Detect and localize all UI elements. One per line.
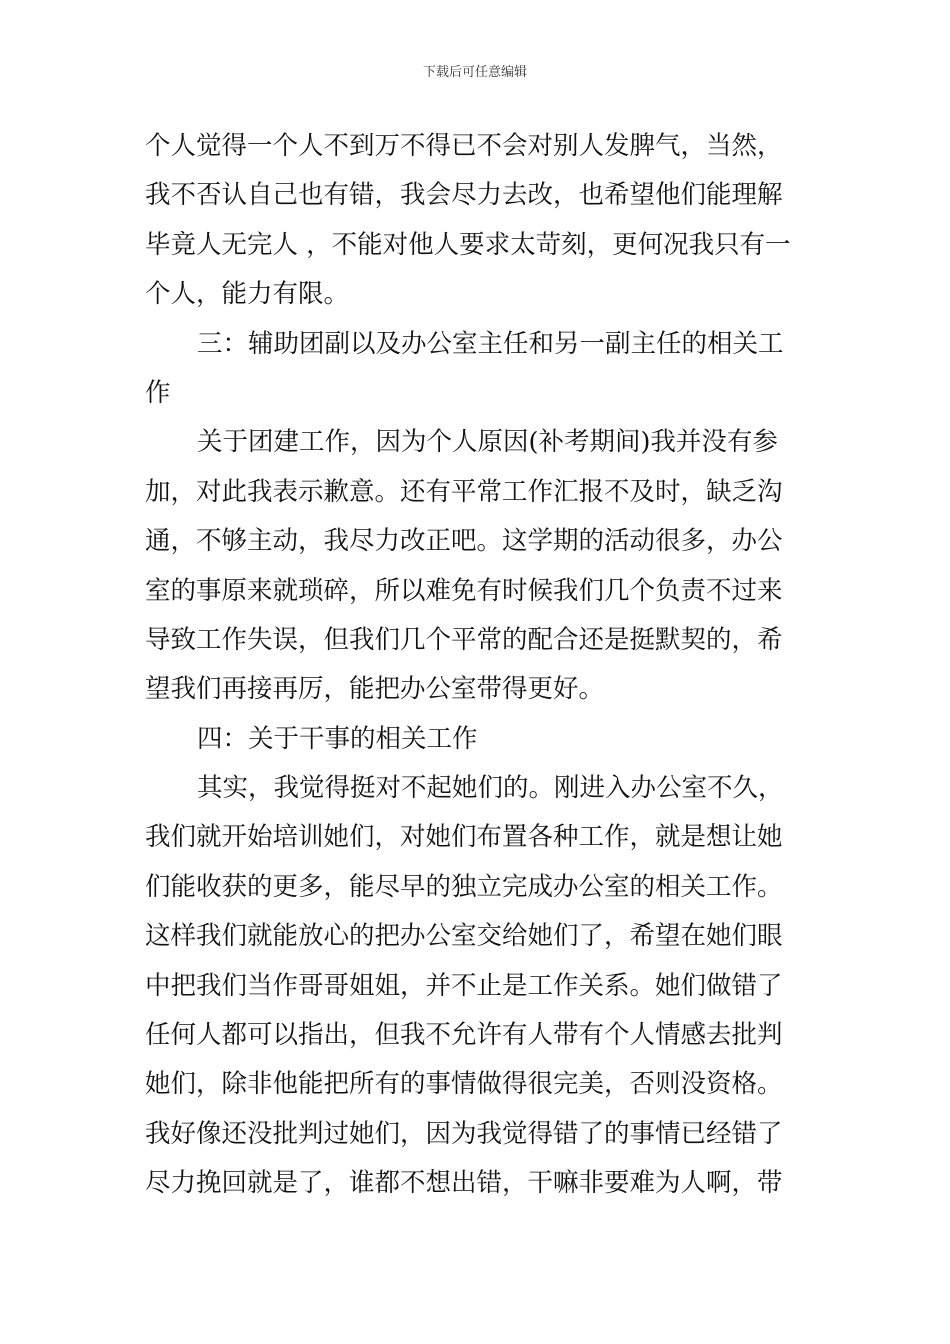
- text-line: 加，对此我表示歉意。还有平常工作汇报不及时，缺乏沟: [145, 476, 783, 507]
- text-line: 我好像还没批判过她们，因为我觉得错了的事情已经错了: [145, 1118, 783, 1149]
- document-body: [145, 122, 813, 1209]
- text-line: 们能收获的更多，能尽早的独立完成办公室的相关工作。: [145, 871, 783, 902]
- text-line: 她们，除非他能把所有的事情做得很完美，否则没资格。: [145, 1069, 783, 1100]
- text-line: 个人觉得一个人不到万不得已不会对别人发脾气，当然，: [145, 131, 783, 161]
- text-line: 尽力挽回就是了，谁都不想出错，干嘛非要难为人啊，带: [145, 1168, 783, 1199]
- text-line: 我不否认自己也有错，我会尽力去改，也希望他们能理解: [145, 180, 783, 211]
- paragraph-start: 关于团建工作，因为个人原因(补考期间)我并没有参: [197, 427, 778, 458]
- page-header: 下载后可任意编辑: [422, 65, 527, 80]
- text-line: 中把我们当作哥哥姐姐，并不止是工作关系。她们做错了: [145, 970, 783, 1001]
- text-line: 望我们再接再厉，能把办公室带得更好。: [145, 674, 605, 705]
- text-line: 这样我们就能放心的把办公室交给她们了，希望在她们眼: [145, 921, 783, 952]
- text-line: 导致工作失误，但我们几个平常的配合还是挺默契的，希: [145, 624, 783, 655]
- text-line: 室的事原来就琐碎，所以难免有时候我们几个负责不过来: [145, 575, 783, 606]
- text-line: 通，不够主动，我尽力改正吧。这学期的活动很多，办公: [145, 526, 783, 557]
- text-line: 个人，能力有限。: [145, 279, 350, 310]
- text-line: 我们就开始培训她们，对她们布置各种工作，就是想让她: [145, 822, 783, 853]
- text-line: 毕竟人无完人 ，不能对他人要求太苛刻，更何况我只有一: [145, 229, 791, 260]
- paragraph-start: 其实，我觉得挺对不起她们的。刚进入办公室不久，: [197, 773, 784, 804]
- section-heading-three: 三：辅助团副以及办公室主任和另一副主任的相关工: [197, 328, 784, 359]
- section-heading-four: 四：关于干事的相关工作: [197, 723, 478, 754]
- text-line: 任何人都可以指出，但我不允许有人带有个人情感去批判: [145, 1020, 783, 1051]
- text-line: 作: [145, 377, 171, 408]
